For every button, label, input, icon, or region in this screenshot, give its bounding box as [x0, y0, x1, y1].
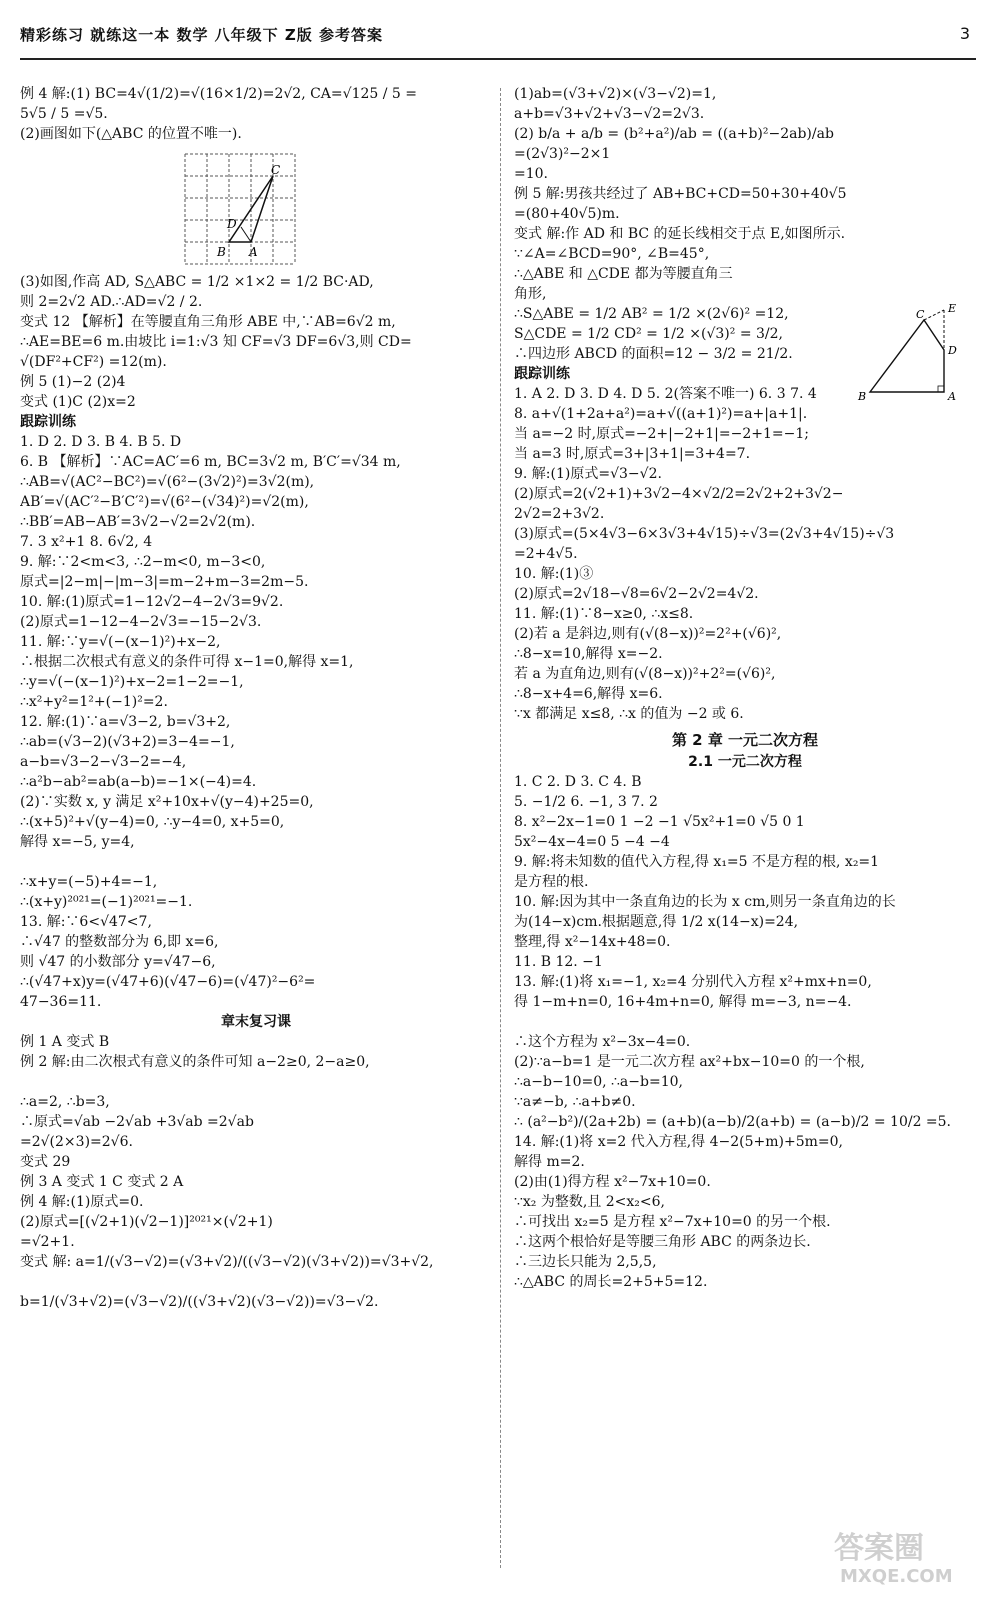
label-b: B: [858, 390, 867, 403]
label-e: E: [948, 302, 957, 315]
answer-line: 原式=|2−m|−|m−3|=m−2+m−3=2m−5.: [20, 574, 309, 590]
answer-line: (1)ab=(√3+√2)×(√3−√2)=1,: [514, 86, 717, 102]
answer-line: ∴AB=√(AC²−BC²)=√(6²−(3√2)²)=3√2(m),: [20, 474, 315, 490]
answer-line: =10.: [514, 166, 548, 182]
answer-line: ∵∠A=∠BCD=90°, ∠B=45°,: [514, 246, 710, 262]
answer-line: ∵a≠−b, ∴a+b≠0.: [514, 1094, 636, 1110]
answer-line: 9. 解:将未知数的值代入方程,得 x₁=5 不是方程的根, x₂=1: [514, 854, 880, 870]
answer-line: (3)原式=(5×4√3−6×3√3+4√15)÷√3=(2√3+4√15)÷√3: [514, 526, 895, 542]
answer-line: 为(14−x)cm.根据题意,得 1/2 x(14−x)=24,: [514, 914, 799, 930]
right-column: [514, 84, 976, 1574]
answer-line: [20, 1072, 492, 1092]
answer-line: 整理,得 x²−14x+48=0.: [514, 934, 671, 950]
answer-line: (2)若 a 是斜边,则有(√(8−x))²=2²+(√6)²,: [514, 626, 782, 642]
answer-line: 例 3 A 变式 1 C 变式 2 A: [20, 1174, 184, 1190]
answer-line: [20, 852, 492, 872]
answer-line: 1. D 2. D 3. B 4. B 5. D: [20, 434, 182, 450]
answer-line: ∴y=√(−(x−1)²)+x−2=1−2=−1,: [20, 674, 244, 690]
answer-line: 11. B 12. −1: [514, 954, 603, 970]
answer-line: 若 a 为直角边,则有(√(8−x))²+2²=(√6)²,: [514, 666, 776, 682]
answer-line: S△CDE = 1/2 CD² = 1/2 ×(√3)² = 3/2,: [514, 326, 783, 342]
answer-line: ∴BB′=AB−AB′=3√2−√2=2√2(m).: [20, 514, 256, 530]
answer-line: ∴根据二次根式有意义的条件可得 x−1=0,解得 x=1,: [20, 654, 354, 670]
section-heading: 章末复习课: [221, 1014, 291, 1030]
chapter-title: 第 2 章 一元二次方程: [671, 731, 819, 749]
answer-line: 8. x²−2x−1=0 1 −2 −1 √5x²+1=0 √5 0 1: [514, 814, 805, 830]
label-a: A: [948, 390, 956, 403]
answer-line: 12. 解:(1)∵a=√3−2, b=√3+2,: [20, 714, 231, 730]
section-heading: 跟踪训练: [20, 414, 76, 430]
answer-line: ∴这个方程为 x²−3x−4=0.: [514, 1034, 691, 1050]
answer-line: ∴原式=√ab −2√ab +3√ab =2√ab: [20, 1114, 254, 1130]
answer-line: =2√(2×3)=2√6.: [20, 1134, 133, 1150]
answer-line: (2)画图如下(△ABC 的位置不唯一).: [20, 126, 242, 142]
answer-line: ∴△ABE 和 △CDE 都为等腰直角三: [514, 266, 733, 282]
answer-line: 例 5 解:男孩共经过了 AB+BC+CD=50+30+40√5: [514, 186, 847, 202]
watermark-url: MXQE.COM: [840, 1566, 953, 1586]
answer-line: 5√5 / 5 =√5.: [20, 106, 108, 122]
label-c: C: [271, 163, 281, 177]
grid-figure: [20, 148, 492, 268]
trapezoid-figure: [852, 300, 972, 416]
answer-line: [514, 1012, 976, 1032]
answer-line: (2)∵实数 x, y 满足 x²+10x+√(y−4)+25=0,: [20, 794, 314, 810]
answer-line: 解得 x=−5, y=4,: [20, 834, 135, 850]
answer-line: (2) b/a + a/b = (b²+a²)/ab = ((a+b)²−2ab)/ab: [514, 126, 834, 142]
answer-line: ∴ab=(√3−2)(√3+2)=3−4=−1,: [20, 734, 235, 750]
answer-line: (2)∵a−b=1 是一元二次方程 ax²+bx−10=0 的一个根,: [514, 1054, 865, 1070]
answer-line: ∴四边形 ABCD 的面积=12 − 3/2 = 21/2.: [514, 346, 793, 362]
answer-line: 13. 解:∵6<√47<7,: [20, 914, 152, 930]
answer-line: =2+4√5.: [514, 546, 578, 562]
answer-line: (2)原式=1−12−4−2√3=−15−2√3.: [20, 614, 262, 630]
answer-line: 例 5 (1)−2 (2)4: [20, 374, 126, 390]
answer-line: √(DF²+CF²) =12(m).: [20, 354, 167, 370]
answer-line: a+b=√3+√2+√3−√2=2√3.: [514, 106, 705, 122]
answer-line: ∴三边长只能为 2,5,5,: [514, 1254, 657, 1270]
answer-line: 1. A 2. D 3. D 4. D 5. 2(答案不唯一) 6. 3 7. 4: [514, 386, 817, 402]
label-c: C: [916, 308, 925, 321]
answer-line: 11. 解:(1)∵8−x≥0, ∴x≤8.: [514, 606, 694, 622]
answer-line: ∵x 都满足 x≤8, ∴x 的值为 −2 或 6.: [514, 706, 744, 722]
answer-line: AB′=√(AC′²−B′C′²)=√(6²−(√34)²)=√2(m),: [20, 494, 309, 510]
answer-line: [20, 1272, 492, 1292]
answer-line: (2)原式=[(√2+1)(√2−1)]²⁰²¹×(√2+1): [20, 1214, 273, 1230]
answer-line: 9. 解:∵2<m<3, ∴2−m<0, m−3<0,: [20, 554, 266, 570]
section-title: 2.1 一元二次方程: [688, 754, 802, 770]
answer-line: 是方程的根.: [514, 874, 589, 890]
answer-line: ∴ (a²−b²)/(2a+2b) = (a+b)(a−b)/2(a+b) = (a−b)/2 = 10/2 =5.: [514, 1114, 952, 1130]
answer-line: b=1/(√3+√2)=(√3−√2)/((√3+√2)(√3−√2))=√3−√2.: [20, 1294, 379, 1310]
page-header: [20, 18, 976, 60]
header-title: 精彩练习 就练这一本 数学 八年级下 Z版 参考答案: [20, 26, 383, 44]
answer-line: ∴(x+5)²+√(y−4)=0, ∴y−4=0, x+5=0,: [20, 814, 285, 830]
answer-line: 则 √47 的小数部分 y=√47−6,: [20, 954, 216, 970]
answer-line: ∴a−b−10=0, ∴a−b=10,: [514, 1074, 683, 1090]
answer-line: ∴8−x=10,解得 x=−2.: [514, 646, 663, 662]
answer-line: 2√2=2+3√2.: [514, 506, 605, 522]
answer-line: 5x²−4x−4=0 5 −4 −4: [514, 834, 670, 850]
answer-line: ∴这两个根恰好是等腰三角形 ABC 的两条边长.: [514, 1234, 811, 1250]
label-b: B: [217, 245, 226, 259]
answer-line: ∴(x+y)²⁰²¹=(−1)²⁰²¹=−1.: [20, 894, 193, 910]
column-divider: [500, 88, 501, 1568]
answer-line: ∴a²b−ab²=ab(a−b)=−1×(−4)=4.: [20, 774, 257, 790]
answer-line: 当 a=3 时,原式=3+|3+1|=3+4=7.: [514, 446, 751, 462]
page-number: 3: [959, 24, 970, 43]
answer-line: 1. C 2. D 3. C 4. B: [514, 774, 642, 790]
watermark-text: 答案圈: [834, 1531, 924, 1566]
left-column: [20, 84, 492, 1574]
answer-line: =√2+1.: [20, 1234, 75, 1250]
answer-line: 例 1 A 变式 B: [20, 1034, 110, 1050]
answer-line: 10. 解:因为其中一条直角边的长为 x cm,则另一条直角边的长: [514, 894, 896, 910]
section-heading: 跟踪训练: [514, 366, 570, 382]
answer-line: ∴a=2, ∴b=3,: [20, 1094, 110, 1110]
answer-line: ∵x₂ 为整数,且 2<x₂<6,: [514, 1194, 665, 1210]
answer-line: ∴AE=BE=6 m.由坡比 i=1:√3 知 CF=√3 DF=6√3,则 CD=: [20, 334, 412, 350]
answer-line: 5. −1/2 6. −1, 3 7. 2: [514, 794, 658, 810]
answer-line: 47−36=11.: [20, 994, 102, 1010]
answer-line: =(80+40√5)m.: [514, 206, 620, 222]
answer-line: 11. 解:∵y=√(−(x−1)²)+x−2,: [20, 634, 221, 650]
label-a: A: [249, 245, 258, 259]
answer-line: 则 2=2√2 AD.∴AD=√2 / 2.: [20, 294, 203, 310]
answer-line: (2)由(1)得方程 x²−7x+10=0.: [514, 1174, 711, 1190]
answer-line: 得 1−m+n=0, 16+4m+n=0, 解得 m=−3, n=−4.: [514, 994, 852, 1010]
answer-line: 8. a+√(1+2a+a²)=a+√((a+1)²)=a+|a+1|.: [514, 406, 808, 422]
answer-line: ∴△ABC 的周长=2+5+5=12.: [514, 1274, 708, 1290]
answer-line: (2)原式=2(√2+1)+3√2−4×√2/2=2√2+2+3√2−: [514, 486, 844, 502]
answer-line: 14. 解:(1)将 x=2 代入方程,得 4−2(5+m)+5m=0,: [514, 1134, 843, 1150]
answer-line: 9. 解:(1)原式=√3−√2.: [514, 466, 662, 482]
answer-line: 10. 解:(1)③: [514, 566, 594, 582]
answer-line: 6. B 【解析】∵AC=AC′=6 m, BC=3√2 m, B′C′=√34 m,: [20, 454, 401, 470]
answer-line: ∴可找出 x₂=5 是方程 x²−7x+10=0 的另一个根.: [514, 1214, 831, 1230]
answer-line: ∴x²+y²=1²+(−1)²=2.: [20, 694, 168, 710]
answer-line: 变式 解: a=1/(√3−√2)=(√3+√2)/((√3−√2)(√3+√2))=√3+√2,: [20, 1254, 434, 1270]
answer-line: 例 4 解:(1)原式=0.: [20, 1194, 144, 1210]
answer-line: =(2√3)²−2×1: [514, 146, 611, 162]
answer-line: 解得 m=2.: [514, 1154, 585, 1170]
answer-line: 7. 3 x²+1 8. 6√2, 4: [20, 534, 153, 550]
answer-line: ∴(√47+x)y=(√47+6)(√47−6)=(√47)²−6²=: [20, 974, 316, 990]
answer-line: ∴8−x+4=6,解得 x=6.: [514, 686, 663, 702]
label-d: D: [227, 217, 237, 231]
answer-line: 变式 解:作 AD 和 BC 的延长线相交于点 E,如图所示.: [514, 226, 846, 242]
answer-line: 当 a=−2 时,原式=−2+|−2+1|=−2+1=−1;: [514, 426, 809, 442]
watermark-logo: [826, 1522, 976, 1586]
answer-line: 例 2 解:由二次根式有意义的条件可知 a−2≥0, 2−a≥0,: [20, 1054, 370, 1070]
answer-line: 变式 12 【解析】在等腰直角三角形 ABE 中,∵AB=6√2 m,: [20, 314, 396, 330]
answer-line: a−b=√3−2−√3−2=−4,: [20, 754, 187, 770]
answer-line: (2)原式=2√18−√8=6√2−2√2=4√2.: [514, 586, 759, 602]
answer-line: 变式 29: [20, 1154, 71, 1170]
answer-line: ∴√47 的整数部分为 6,即 x=6,: [20, 934, 219, 950]
answer-line: 变式 (1)C (2)x=2: [20, 394, 136, 410]
answer-line: 10. 解:(1)原式=1−12√2−4−2√3=9√2.: [20, 594, 284, 610]
answer-line: (3)如图,作高 AD, S△ABC = 1/2 ×1×2 = 1/2 BC·AD,: [20, 274, 374, 290]
answer-line: 角形,: [514, 286, 547, 302]
answer-line: 13. 解:(1)将 x₁=−1, x₂=4 分别代入方程 x²+mx+n=0,: [514, 974, 872, 990]
answer-line: 例 4 解:(1) BC=4√(1/2)=√(16×1/2)=2√2, CA=√125 / 5 =: [20, 86, 417, 102]
label-d: D: [948, 344, 957, 357]
answer-line: ∴x+y=(−5)+4=−1,: [20, 874, 158, 890]
answer-line: ∴S△ABE = 1/2 AB² = 1/2 ×(2√6)² =12,: [514, 306, 789, 322]
